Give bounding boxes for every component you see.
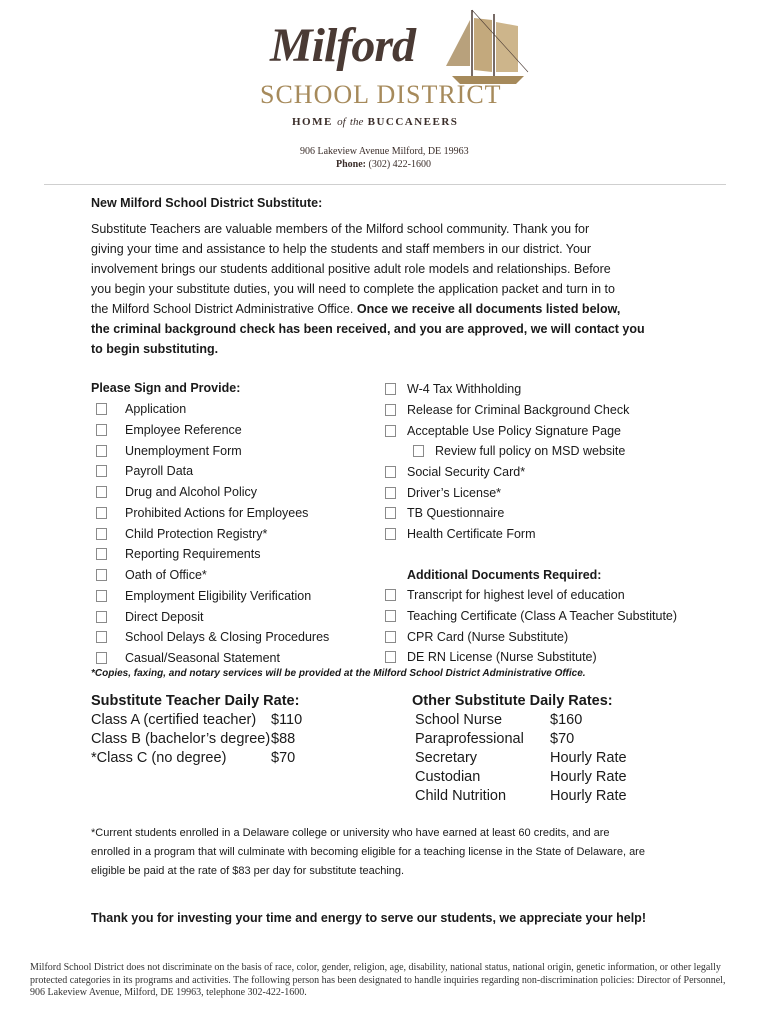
rate-row: School Nurse $160 xyxy=(415,712,583,728)
checkbox[interactable] xyxy=(385,589,396,601)
list-item: Teaching Certificate (Class A Teacher Substitute) xyxy=(385,606,677,626)
tagline-home: HOME xyxy=(292,116,333,128)
checkbox[interactable] xyxy=(385,425,396,437)
intro-line: giving your time and assistance to help the students and staff members in our district. Your xyxy=(91,242,592,256)
other-rates xyxy=(412,692,642,806)
checkbox[interactable] xyxy=(96,424,107,436)
teacher-rates-heading: Substitute Teacher Daily Rate: xyxy=(91,693,300,709)
list-item: Acceptable Use Policy Signature Page xyxy=(385,421,621,441)
tagline-of: of xyxy=(337,116,346,128)
checkbox[interactable] xyxy=(385,487,396,499)
list-item: Health Certificate Form xyxy=(385,524,536,544)
logo-wordmark: Milford xyxy=(270,19,416,72)
page-heading: New Milford School District Substitute: xyxy=(91,196,323,210)
list-item: Payroll Data xyxy=(96,461,193,481)
list-item: Drug and Alcohol Policy xyxy=(96,482,257,502)
ship-logo-icon xyxy=(432,6,532,86)
phone xyxy=(336,159,431,170)
checkbox[interactable] xyxy=(96,465,107,477)
checkbox[interactable] xyxy=(385,507,396,519)
checkbox[interactable] xyxy=(96,403,107,415)
logo-district: SCHOOL DISTRICT xyxy=(260,80,502,109)
tagline-buccaneers: BUCCANEERS xyxy=(367,116,459,128)
intro-bold-line: to begin substituting. xyxy=(91,342,219,356)
list-item: Prohibited Actions for Employees xyxy=(96,503,308,523)
list-item: Casual/Seasonal Statement xyxy=(96,648,280,668)
thank-you-line: Thank you for investing your time and energy to serve our students, we appreciate your help! xyxy=(91,911,646,925)
rate-row: Custodian Hourly Rate xyxy=(415,769,627,785)
address: 906 Lakeview Avenue Milford, DE 19963 xyxy=(300,146,469,157)
intro-line-plain: the Milford School District Administrative Office. xyxy=(91,302,357,316)
footnote xyxy=(91,824,701,881)
rate-row: Class A (certified teacher) $110 xyxy=(91,712,303,728)
list-item: TB Questionnaire xyxy=(385,503,504,523)
checkbox[interactable] xyxy=(413,445,424,457)
list-item: Transcript for highest level of education xyxy=(385,585,625,605)
checkbox[interactable] xyxy=(385,651,396,663)
intro-line: Substitute Teachers are valuable members of the Milford school community. Thank you for xyxy=(91,222,590,236)
rate-row: *Class C (no degree) $70 xyxy=(91,750,296,766)
footnote-line: enrolled in a program that will culminate with becoming eligible for a teaching license in the State of Delaware, are xyxy=(91,846,645,858)
provide-heading: Please Sign and Provide: xyxy=(91,381,241,395)
checkbox[interactable] xyxy=(96,590,107,602)
nondiscrimination-statement: Milford School District does not discriminate on the basis of race, color, gender, religion, age, disability, national status, national origin, genetic information, or other legally protected categories in its programs and activities. The following person has been designated to handle inquiries regarding non-discrimination policies: Director of Personnel, 906 Lakeview Avenue, Milford, DE 19963, telephone 302-422-1600. xyxy=(30,962,726,998)
checkbox[interactable] xyxy=(385,528,396,540)
list-item: Release for Criminal Background Check xyxy=(385,400,629,420)
footnote-line: *Current students enrolled in a Delaware college or university who have earned at least 60 credits, and are xyxy=(91,827,610,839)
list-item: Social Security Card* xyxy=(385,462,525,482)
checkbox[interactable] xyxy=(96,569,107,581)
checkbox[interactable] xyxy=(385,610,396,622)
rate-row: Class B (bachelor’s degree) $88 xyxy=(91,731,296,747)
checkbox[interactable] xyxy=(96,631,107,643)
list-item: W-4 Tax Withholding xyxy=(385,379,521,399)
list-item: School Delays & Closing Procedures xyxy=(96,627,329,647)
rate-row: Paraprofessional $70 xyxy=(415,731,575,747)
rate-row: Child Nutrition Hourly Rate xyxy=(415,788,627,804)
checkbox[interactable] xyxy=(96,528,107,540)
checkbox[interactable] xyxy=(385,404,396,416)
checkbox[interactable] xyxy=(96,611,107,623)
phone-value: (302) 422-1600 xyxy=(368,159,431,170)
list-item: Oath of Office* xyxy=(96,565,207,585)
divider xyxy=(44,184,726,185)
checkbox[interactable] xyxy=(96,445,107,457)
tagline xyxy=(292,116,458,128)
list-item: Employment Eligibility Verification xyxy=(96,586,311,606)
checkbox[interactable] xyxy=(96,486,107,498)
list-item: DE RN License (Nurse Substitute) xyxy=(385,647,597,667)
checkbox[interactable] xyxy=(385,466,396,478)
intro-line xyxy=(91,299,651,319)
list-item: CPR Card (Nurse Substitute) xyxy=(385,627,568,647)
intro-bold-line: the criminal background check has been received, and you are approved, we will contact you xyxy=(91,322,645,336)
checkbox[interactable] xyxy=(96,652,107,664)
intro-paragraph xyxy=(91,219,651,359)
intro-line-bold: Once we receive all documents listed below, xyxy=(356,302,621,316)
list-item: Reporting Requirements xyxy=(96,544,261,564)
list-item: Child Protection Registry* xyxy=(96,524,267,544)
tagline-the: the xyxy=(349,116,364,128)
intro-line: involvement brings our students additional positive adult role models and relationships. Before xyxy=(91,262,611,276)
services-note: *Copies, faxing, and notary services will be provided at the Milford School District Administrative Office. xyxy=(91,668,586,679)
checkbox[interactable] xyxy=(96,548,107,560)
list-item: Unemployment Form xyxy=(96,441,242,461)
list-item: Driver’s License* xyxy=(385,483,501,503)
checkbox[interactable] xyxy=(96,507,107,519)
list-item: Application xyxy=(96,399,186,419)
list-item: Employee Reference xyxy=(96,420,242,440)
list-item: Direct Deposit xyxy=(96,607,204,627)
other-rates-heading: Other Substitute Daily Rates: xyxy=(412,693,613,709)
checkbox[interactable] xyxy=(385,631,396,643)
checkbox[interactable] xyxy=(385,383,396,395)
rate-row: Secretary Hourly Rate xyxy=(415,750,627,766)
list-item: Review full policy on MSD website xyxy=(413,441,625,461)
phone-label: Phone: xyxy=(336,159,366,170)
teacher-rates xyxy=(91,692,303,768)
footnote-line: eligible be paid at the rate of $83 per day for substitute teaching. xyxy=(91,865,405,877)
intro-line: you begin your substitute duties, you will need to complete the application packet and turn in to xyxy=(91,282,615,296)
additional-heading: Additional Documents Required: xyxy=(407,568,602,582)
